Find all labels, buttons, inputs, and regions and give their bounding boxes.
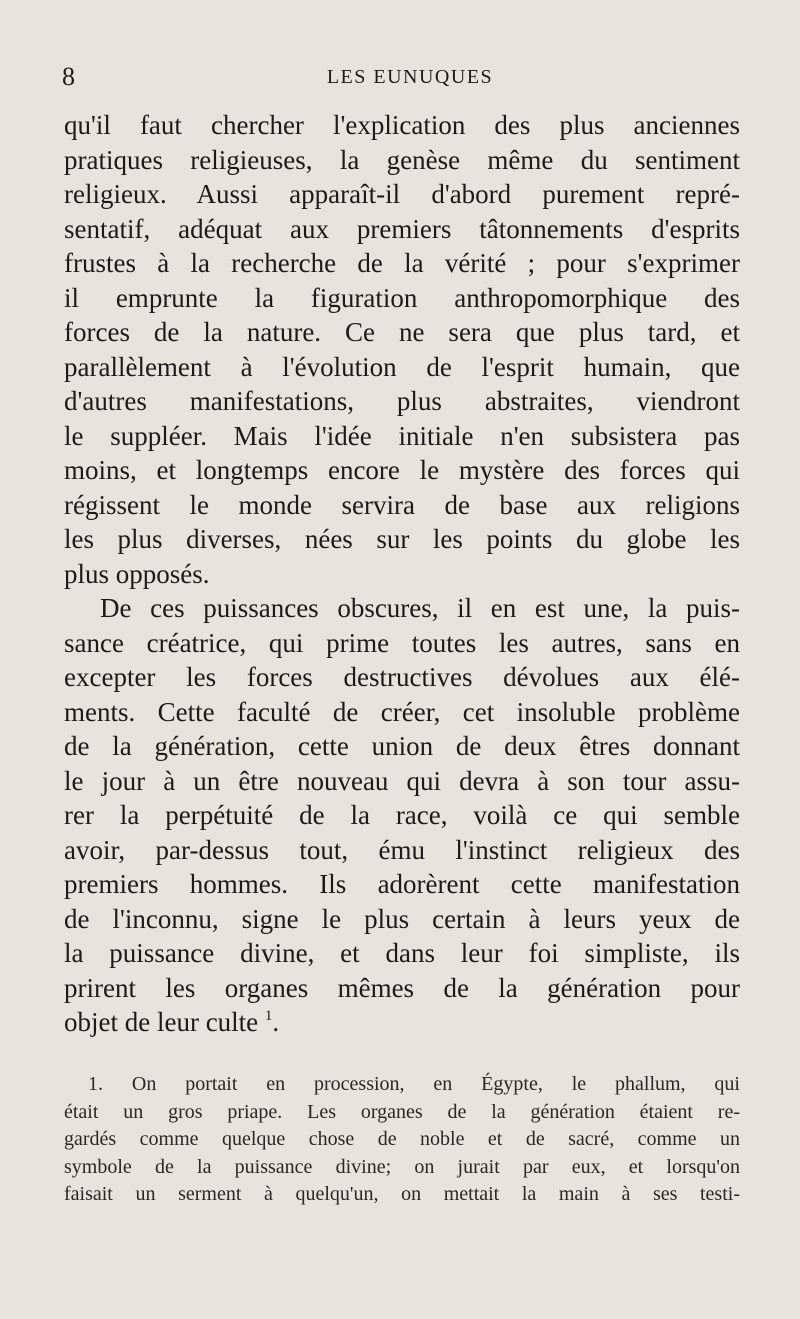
text-line: objet de leur culte [64,1007,259,1037]
text-line: régissent le monde servira de base aux religions [64,489,740,520]
text-line: sance créatrice, qui prime toutes les autres, sans en [64,627,740,658]
footnote-line: faisait un serment à quelqu'un, on mettait la main à ses testi- [64,1183,740,1205]
footnote-line: symbole de la puissance divine; on jurait par eux, et lorsqu'on [64,1155,740,1178]
running-title: LES EUNUQUES [326,66,494,88]
text-line: les plus diverses, nées sur les points du globe les [64,524,740,554]
text-line: religieux. Aussi apparaît-il d'abord purement repré- [64,179,740,209]
text-line: De ces puissances obscures, il en est une, la puis- [100,593,740,623]
footnote-marker: 1 [264,1008,273,1024]
text-line-final [64,1005,740,1040]
body-text [64,108,740,1040]
text-line: forces de la nature. Ce ne sera que plus tard, et [64,317,740,347]
page-header [62,62,738,92]
text-line: prirent les organes mêmes de la génération pour [64,972,740,1003]
text-line: le jour à un être nouveau qui devra à son tour assu- [64,765,740,796]
footnote-line: 1. On portait en procession, en Égypte, le phallum, qui [88,1073,740,1095]
text-line: de l'inconnu, signe le plus certain à leurs yeux de [64,903,740,934]
text-line: il emprunte la figuration anthropomorphique des [64,282,740,313]
text-line: sentatif, adéquat aux premiers tâtonnements d'esprits [64,213,740,244]
page-number: 8 [62,62,75,91]
text-line: la puissance divine, et dans leur foi simpliste, ils [64,938,740,968]
text-line: rer la perpétuité de la race, voilà ce qui semble [64,800,740,830]
footnote-line: était un gros priape. Les organes de la génération étaient re- [64,1100,740,1123]
text-line: premiers hommes. Ils adorèrent cette manifestation [64,869,740,899]
final-period: . [272,1007,280,1037]
text-line: ments. Cette faculté de créer, cet insoluble problème [64,696,740,727]
text-line: avoir, par-dessus tout, ému l'instinct religieux des [64,834,740,865]
footnote [64,1071,740,1209]
text-line: le suppléer. Mais l'idée initiale n'en subsistera pas [64,420,740,451]
text-line: excepter les forces destructives dévolues aux élé- [64,662,740,692]
text-line: plus opposés. [64,558,210,589]
footnote-line: gardés comme quelque chose de noble et de sacré, comme un [64,1128,740,1150]
text-line: moins, et longtemps encore le mystère des forces qui [64,455,740,485]
text-line: d'autres manifestations, plus abstraites, viendront [64,386,740,416]
text-line: de la génération, cette union de deux êtres donnant [64,731,740,761]
text-line: frustes à la recherche de la vérité ; pour s'exprimer [64,248,740,278]
text-line: parallèlement à l'évolution de l'esprit humain, que [64,351,740,382]
text-line: qu'il faut chercher l'explication des plus anciennes [64,110,740,140]
text-line: pratiques religieuses, la genèse même du sentiment [64,144,740,175]
